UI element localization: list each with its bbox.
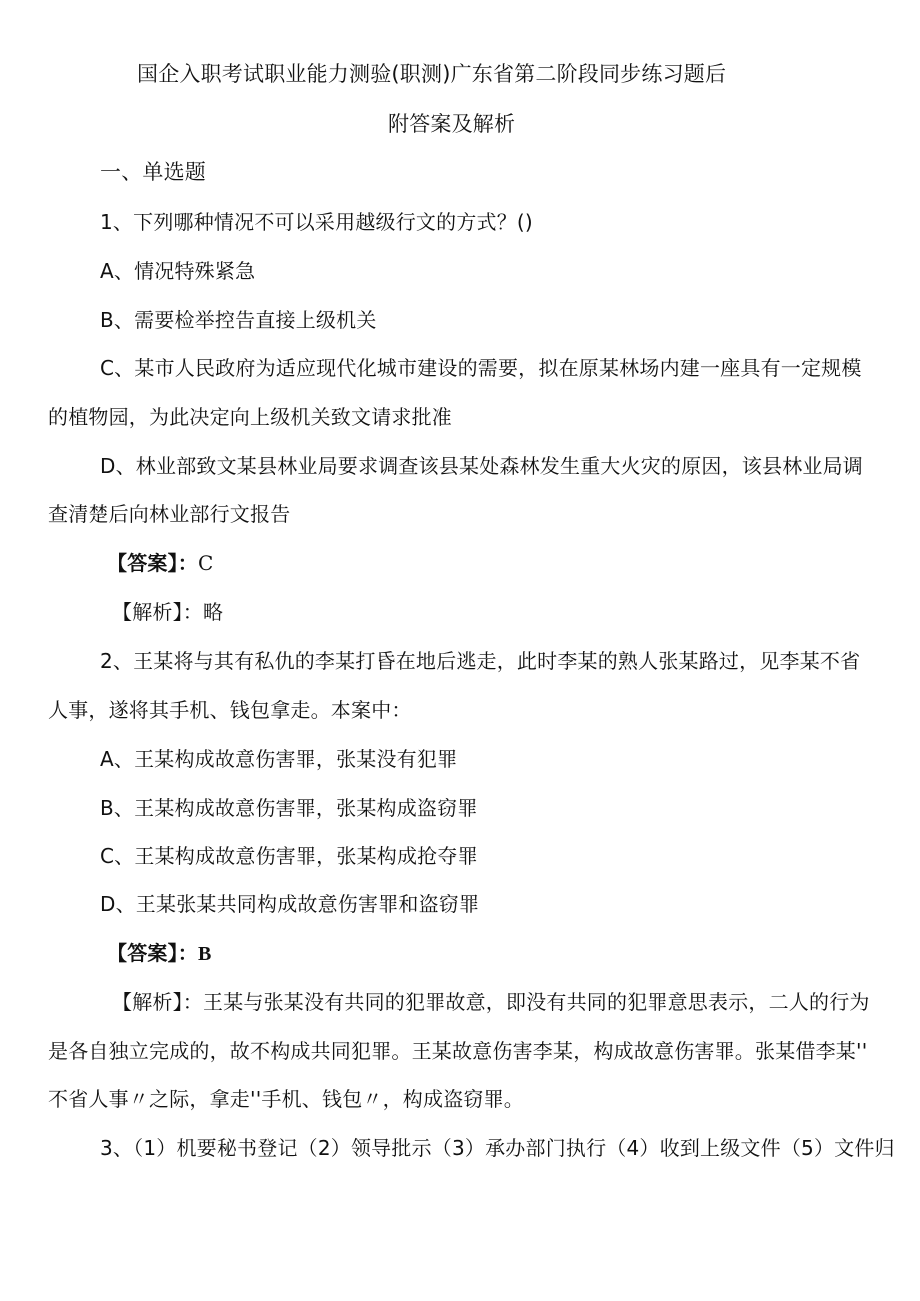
q2-analysis-line-3: 不省人事〃之际，拿走''手机、钱包〃，构成盗窃罪。 — [48, 1087, 524, 1111]
q1-option-d-line-2: 查清楚后向林业部行文报告 — [48, 502, 291, 526]
q2-stem-line-1: 2、王某将与其有私仇的李某打昏在地后逃走，此时李某的熟人张某路过，见李某不省 — [100, 649, 861, 673]
q1-option-c-line-2: 的植物园，为此决定向上级机关致文请求批准 — [48, 405, 452, 429]
title-line-2: 附答案及解析 — [388, 112, 516, 136]
q2-answer-value: B — [198, 943, 212, 965]
q2-answer-label: 【答案】： — [107, 941, 198, 965]
title-line-1: 国企入职考试职业能力测验(职测)广东省第二阶段同步练习题后 — [137, 62, 727, 86]
q2-analysis-line-1: 【解析】：王某与张某没有共同的犯罪故意，即没有共同的犯罪意思表示，二人的行为 — [112, 990, 870, 1014]
q1-option-a: A、情况特殊紧急 — [100, 259, 256, 283]
q1-answer-value: C — [198, 551, 214, 575]
q2-option-a: A、王某构成故意伤害罪，张某没有犯罪 — [100, 747, 458, 771]
q1-option-d-line-1: D、林业部致文某县林业局要求调查该县某处森林发生重大火灾的原因，该县林业局调 — [100, 454, 863, 478]
q1-stem: 1、下列哪种情况不可以采用越级行文的方式？() — [100, 210, 533, 234]
q2-stem-line-2: 人事，遂将其手机、钱包拿走。本案中： — [48, 698, 412, 722]
q2-analysis-line-2: 是各自独立完成的，故不构成共同犯罪。王某故意伤害李某，构成故意伤害罪。张某借李某'' — [48, 1039, 868, 1063]
q2-answer — [107, 939, 212, 968]
q1-analysis: 【解析】：略 — [112, 600, 224, 624]
q1-option-c-line-1: C、某市人民政府为适应现代化城市建设的需要，拟在原某林场内建一座具有一定规模 — [100, 356, 862, 380]
q1-answer — [107, 549, 214, 577]
q2-option-c: C、王某构成故意伤害罪，张某构成抢夺罪 — [100, 844, 478, 868]
q3-stem-line-1: 3、（1）机要秘书登记（2）领导批示（3）承办部门执行（4）收到上级文件（5）文件归 — [100, 1136, 895, 1160]
q2-option-d: D、王某张某共同构成故意伤害罪和盗窃罪 — [100, 892, 480, 916]
q1-option-b: B、需要检举控告直接上级机关 — [100, 308, 377, 332]
section-heading: 一、单选题 — [100, 160, 206, 184]
q2-option-b: B、王某构成故意伤害罪，张某构成盗窃罪 — [100, 796, 478, 820]
q1-answer-label: 【答案】： — [107, 551, 198, 575]
